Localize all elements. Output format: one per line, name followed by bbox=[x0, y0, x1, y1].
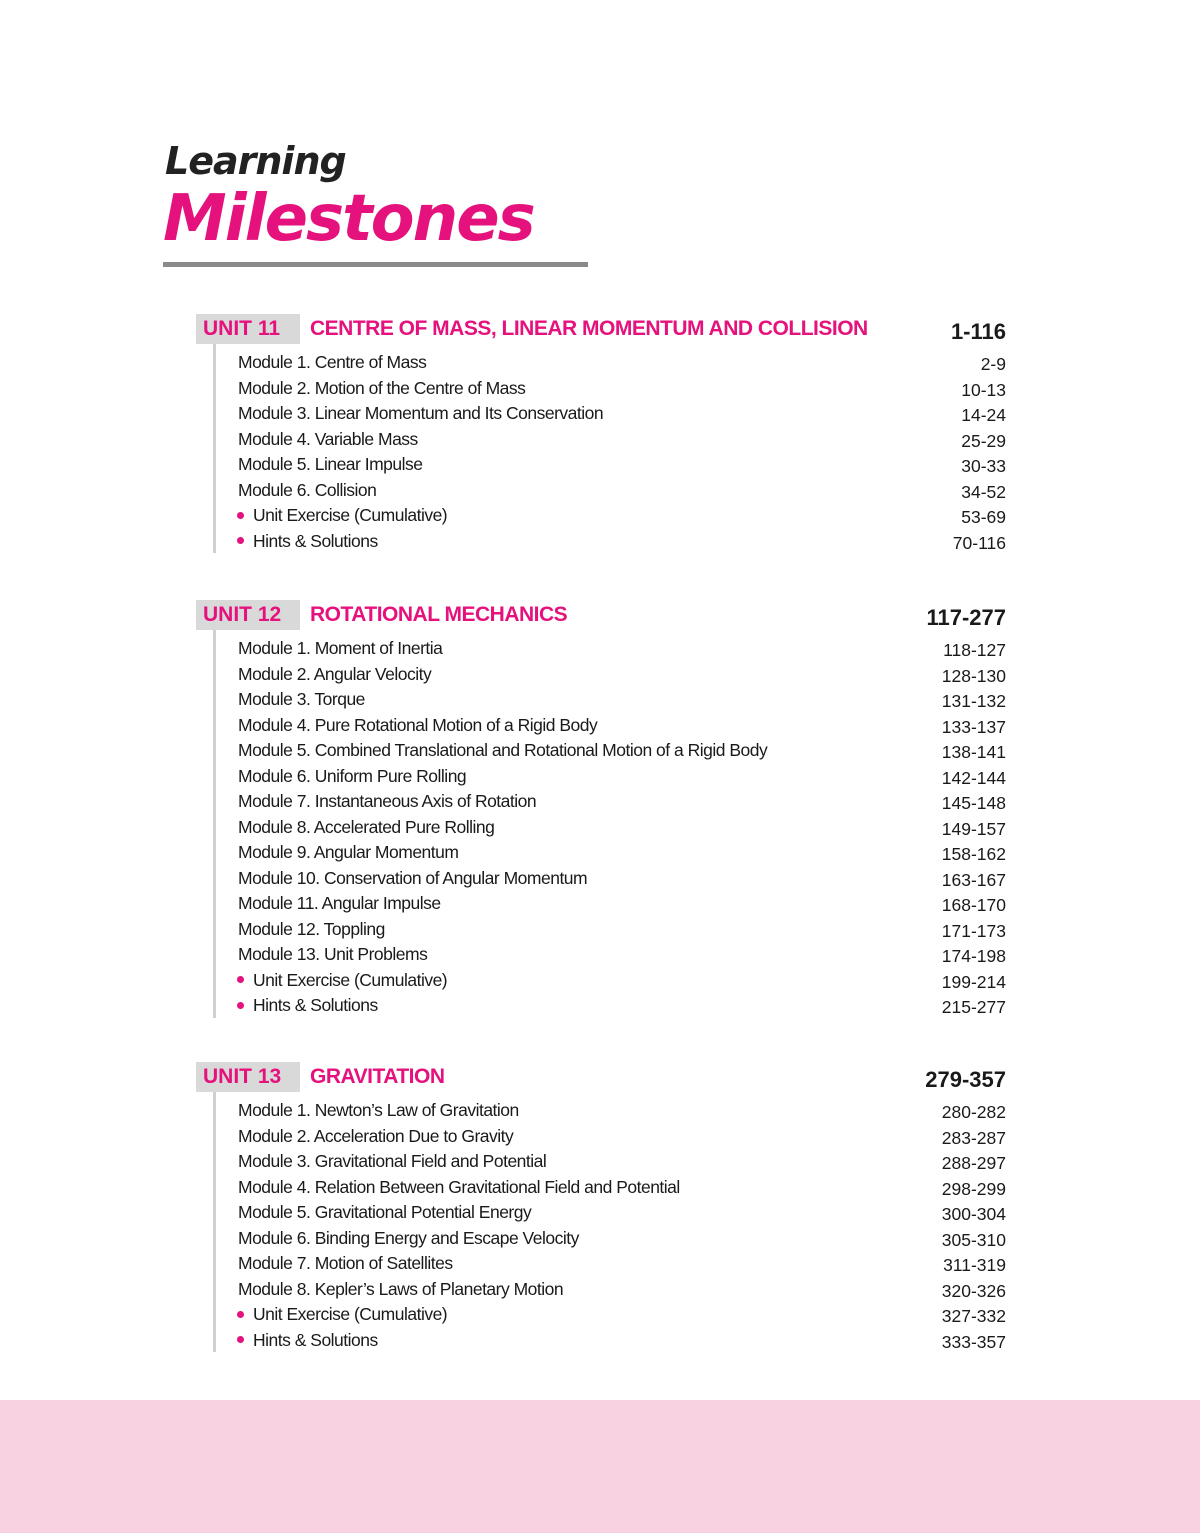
toc-entry-text: Module 2. Acceleration Due to Gravity bbox=[238, 1125, 514, 1146]
unit-header bbox=[196, 314, 1006, 344]
toc-entry-text: Module 10. Conservation of Angular Momentum bbox=[238, 867, 588, 888]
page-header bbox=[163, 138, 588, 267]
toc-entry-text: Module 2. Motion of the Centre of Mass bbox=[238, 377, 526, 398]
bullet-icon bbox=[237, 976, 244, 983]
toc-entry-pages: 142-144 bbox=[941, 767, 1006, 788]
toc-entry-pages: 327-332 bbox=[941, 1306, 1006, 1326]
unit-title[interactable]: ROTATIONAL MECHANICS bbox=[310, 603, 568, 626]
header-learning: Learning bbox=[165, 139, 346, 183]
toc-entry-label bbox=[238, 714, 597, 736]
toc-entry-text: Module 1. Moment of Inertia bbox=[238, 638, 443, 658]
bullet-icon bbox=[237, 537, 244, 544]
toc-entry-pages: 30-33 bbox=[961, 456, 1006, 476]
toc-entry-label bbox=[238, 453, 423, 475]
toc-entry-text: Module 2. Angular Velocity bbox=[238, 663, 432, 684]
toc-module-row[interactable] bbox=[216, 1223, 1006, 1249]
toc-entry-text: Module 5. Gravitational Potential Energy bbox=[238, 1202, 532, 1222]
toc-module-row[interactable] bbox=[216, 449, 1006, 475]
bullet-icon bbox=[237, 1002, 244, 1009]
toc-entry-pages: 70-116 bbox=[952, 532, 1006, 553]
toc-entry-label bbox=[238, 1125, 513, 1147]
unit-header bbox=[196, 600, 1006, 630]
toc-entry-pages: 215-277 bbox=[941, 997, 1006, 1017]
toc-entry-label bbox=[238, 918, 385, 940]
toc-entry-pages: 133-137 bbox=[941, 716, 1006, 737]
toc-entry-pages: 280-282 bbox=[941, 1102, 1006, 1122]
toc-entry-pages: 158-162 bbox=[941, 844, 1006, 864]
toc-entry-label bbox=[238, 1278, 563, 1300]
toc-entry-label bbox=[238, 765, 466, 787]
toc-entry-pages: 199-214 bbox=[941, 971, 1006, 992]
toc-entry-label bbox=[237, 504, 447, 526]
toc-module-row[interactable] bbox=[216, 424, 1006, 450]
toc-module-row[interactable] bbox=[216, 633, 1006, 659]
toc-entry-text: Unit Exercise (Cumulative) bbox=[253, 969, 448, 990]
toc-entry-pages: 168-170 bbox=[941, 895, 1006, 915]
toc-entry-pages: 128-130 bbox=[941, 665, 1006, 686]
toc-entry-pages: 138-141 bbox=[941, 742, 1006, 762]
toc-entry-text: Module 6. Binding Energy and Escape Velocity bbox=[238, 1227, 579, 1248]
toc-entry-pages: 145-148 bbox=[941, 793, 1006, 813]
toc-module-row[interactable] bbox=[216, 863, 1006, 889]
toc-module-row[interactable] bbox=[216, 1095, 1006, 1121]
toc-module-row[interactable] bbox=[216, 398, 1006, 424]
toc-entry-pages: 300-304 bbox=[941, 1204, 1006, 1224]
toc-module-row[interactable] bbox=[216, 837, 1006, 863]
toc-entry-label bbox=[238, 739, 767, 761]
toc-extra-row[interactable] bbox=[216, 1299, 1006, 1325]
bullet-icon bbox=[237, 1336, 244, 1343]
toc-entry-text: Module 4. Relation Between Gravitational Field and Potential bbox=[238, 1176, 680, 1197]
toc-entry-label bbox=[238, 1201, 531, 1223]
toc-entry-text: Module 6. Uniform Pure Rolling bbox=[238, 765, 467, 786]
toc-entry-text: Hints & Solutions bbox=[253, 530, 378, 551]
toc-entry-text: Module 8. Kepler’s Laws of Planetary Motion bbox=[238, 1278, 564, 1299]
toc-entry-label bbox=[238, 892, 441, 914]
unit-page-range: 117-277 bbox=[926, 605, 1006, 630]
toc-entry-pages: 118-127 bbox=[943, 640, 1006, 660]
toc-entry-pages: 53-69 bbox=[961, 507, 1006, 527]
toc-module-row[interactable] bbox=[216, 914, 1006, 940]
unit-header bbox=[196, 1062, 1006, 1092]
toc-module-row[interactable] bbox=[216, 1197, 1006, 1223]
toc-entry-label bbox=[238, 1150, 546, 1172]
toc-entry-text: Module 4. Pure Rotational Motion of a Rigid Body bbox=[238, 714, 598, 735]
toc-entry-pages: 10-13 bbox=[961, 379, 1006, 400]
toc-entry-text: Module 13. Unit Problems bbox=[238, 944, 428, 964]
toc-entry-text: Module 3. Torque bbox=[238, 689, 365, 709]
unit-tag: UNIT 11 bbox=[196, 314, 300, 344]
toc-entry-text: Unit Exercise (Cumulative) bbox=[253, 505, 448, 525]
unit-page-range: 1-116 bbox=[950, 319, 1006, 344]
toc-entry-label bbox=[238, 637, 442, 659]
toc-entry-pages: 163-167 bbox=[941, 869, 1006, 890]
unit-title[interactable]: GRAVITATION bbox=[310, 1065, 445, 1088]
bullet-icon bbox=[237, 1311, 244, 1318]
bullet-icon bbox=[237, 512, 244, 519]
toc-entry-text: Module 5. Combined Translational and Rotational Motion of a Rigid Body bbox=[238, 740, 768, 760]
toc-entry-text: Module 7. Motion of Satellites bbox=[238, 1253, 453, 1273]
toc-module-row[interactable] bbox=[216, 1146, 1006, 1172]
toc-module-row[interactable] bbox=[216, 939, 1006, 965]
toc-extra-row[interactable] bbox=[216, 1325, 1006, 1351]
toc-entry-text: Module 6. Collision bbox=[238, 479, 377, 500]
toc-entry-pages: 25-29 bbox=[961, 430, 1006, 451]
toc-entry-pages: 320-326 bbox=[941, 1280, 1006, 1301]
toc-module-row[interactable] bbox=[216, 710, 1006, 736]
toc-module-row[interactable] bbox=[216, 735, 1006, 761]
unit-section bbox=[196, 314, 1006, 553]
header-rule bbox=[163, 262, 588, 267]
toc-entry-pages: 171-173 bbox=[941, 920, 1006, 941]
toc-extra-row[interactable] bbox=[216, 990, 1006, 1016]
toc-module-row[interactable] bbox=[216, 761, 1006, 787]
toc-module-row[interactable] bbox=[216, 475, 1006, 501]
toc-entry-text: Unit Exercise (Cumulative) bbox=[253, 1304, 448, 1324]
toc-entry-label bbox=[238, 479, 376, 501]
unit-contents bbox=[213, 630, 1006, 1018]
toc-entry-label bbox=[238, 1099, 519, 1121]
toc-entry-label bbox=[238, 816, 494, 838]
unit-section bbox=[196, 1062, 1006, 1352]
unit-tag: UNIT 12 bbox=[196, 600, 300, 630]
toc-module-row[interactable] bbox=[216, 1248, 1006, 1274]
toc-entry-text: Module 1. Centre of Mass bbox=[238, 352, 427, 372]
toc-module-row[interactable] bbox=[216, 659, 1006, 685]
toc-entry-text: Module 4. Variable Mass bbox=[238, 428, 418, 449]
toc-entry-pages: 174-198 bbox=[941, 946, 1006, 966]
toc-entry-label bbox=[238, 867, 587, 889]
toc-module-row[interactable] bbox=[216, 347, 1006, 373]
toc-entry-label bbox=[238, 1252, 453, 1274]
toc-entry-text: Module 9. Angular Momentum bbox=[238, 842, 459, 862]
toc-entry-text: Module 3. Linear Momentum and Its Conservation bbox=[238, 403, 604, 423]
toc-module-row[interactable] bbox=[216, 373, 1006, 399]
unit-contents bbox=[213, 344, 1006, 553]
toc-entry-label bbox=[238, 351, 426, 373]
toc-entry-pages: 333-357 bbox=[941, 1331, 1006, 1352]
unit-tag: UNIT 13 bbox=[196, 1062, 300, 1092]
header-milestones: Milestones bbox=[163, 182, 534, 256]
toc-entry-pages: 34-52 bbox=[961, 481, 1006, 502]
unit-contents bbox=[213, 1092, 1006, 1352]
toc-extra-row[interactable] bbox=[216, 965, 1006, 991]
toc-entry-text: Module 1. Newton’s Law of Gravitation bbox=[238, 1100, 519, 1120]
toc-entry-text: Module 11. Angular Impulse bbox=[238, 893, 441, 913]
unit-title[interactable]: CENTRE OF MASS, LINEAR MOMENTUM AND COLLISION bbox=[310, 317, 868, 340]
toc-entry-label bbox=[238, 841, 458, 863]
toc-entry-pages: 283-287 bbox=[941, 1127, 1006, 1148]
toc-entry-pages: 131-132 bbox=[941, 691, 1006, 711]
toc-entry-label bbox=[237, 994, 378, 1016]
toc-module-row[interactable] bbox=[216, 812, 1006, 838]
toc-entry-text: Module 7. Instantaneous Axis of Rotation bbox=[238, 791, 537, 811]
toc-entry-label bbox=[237, 969, 447, 991]
toc-entry-text: Module 8. Accelerated Pure Rolling bbox=[238, 816, 495, 837]
toc-module-row[interactable] bbox=[216, 1121, 1006, 1147]
toc-entry-label bbox=[237, 1303, 447, 1325]
unit-page-range: 279-357 bbox=[925, 1067, 1006, 1092]
toc-entry-text: Hints & Solutions bbox=[253, 1329, 378, 1350]
toc-module-row[interactable] bbox=[216, 888, 1006, 914]
unit-section bbox=[196, 600, 1006, 1018]
toc-entry-label bbox=[238, 943, 427, 965]
toc-entry-label bbox=[238, 402, 603, 424]
toc-extra-row[interactable] bbox=[216, 500, 1006, 526]
toc-entry-pages: 288-297 bbox=[941, 1153, 1006, 1173]
toc-entry-label bbox=[238, 377, 525, 399]
toc-entry-label bbox=[238, 1227, 579, 1249]
toc-entry-label bbox=[237, 1329, 378, 1351]
toc-entry-pages: 298-299 bbox=[941, 1178, 1006, 1199]
toc-entry-text: Module 3. Gravitational Field and Potential bbox=[238, 1151, 547, 1171]
toc-module-row[interactable] bbox=[216, 684, 1006, 710]
toc-entry-text: Module 12. Toppling bbox=[238, 918, 385, 939]
toc-entry-pages: 311-319 bbox=[943, 1255, 1006, 1275]
toc-extra-row[interactable] bbox=[216, 526, 1006, 552]
toc-module-row[interactable] bbox=[216, 1274, 1006, 1300]
footer-band bbox=[0, 1400, 1200, 1533]
toc-entry-pages: 305-310 bbox=[941, 1229, 1006, 1250]
toc-entry-label bbox=[238, 688, 365, 710]
toc-entry-pages: 149-157 bbox=[941, 818, 1006, 839]
toc-entry-text: Hints & Solutions bbox=[253, 995, 378, 1015]
toc-entry-label bbox=[238, 1176, 680, 1198]
toc-module-row[interactable] bbox=[216, 786, 1006, 812]
toc-entry-label bbox=[238, 663, 431, 685]
toc-entry-label bbox=[238, 790, 536, 812]
toc-entry-pages: 14-24 bbox=[961, 405, 1006, 425]
toc-entry-pages: 2-9 bbox=[980, 354, 1006, 374]
toc-entry-label bbox=[237, 530, 378, 552]
toc-entry-text: Module 5. Linear Impulse bbox=[238, 454, 423, 474]
toc-module-row[interactable] bbox=[216, 1172, 1006, 1198]
toc-entry-label bbox=[238, 428, 418, 450]
